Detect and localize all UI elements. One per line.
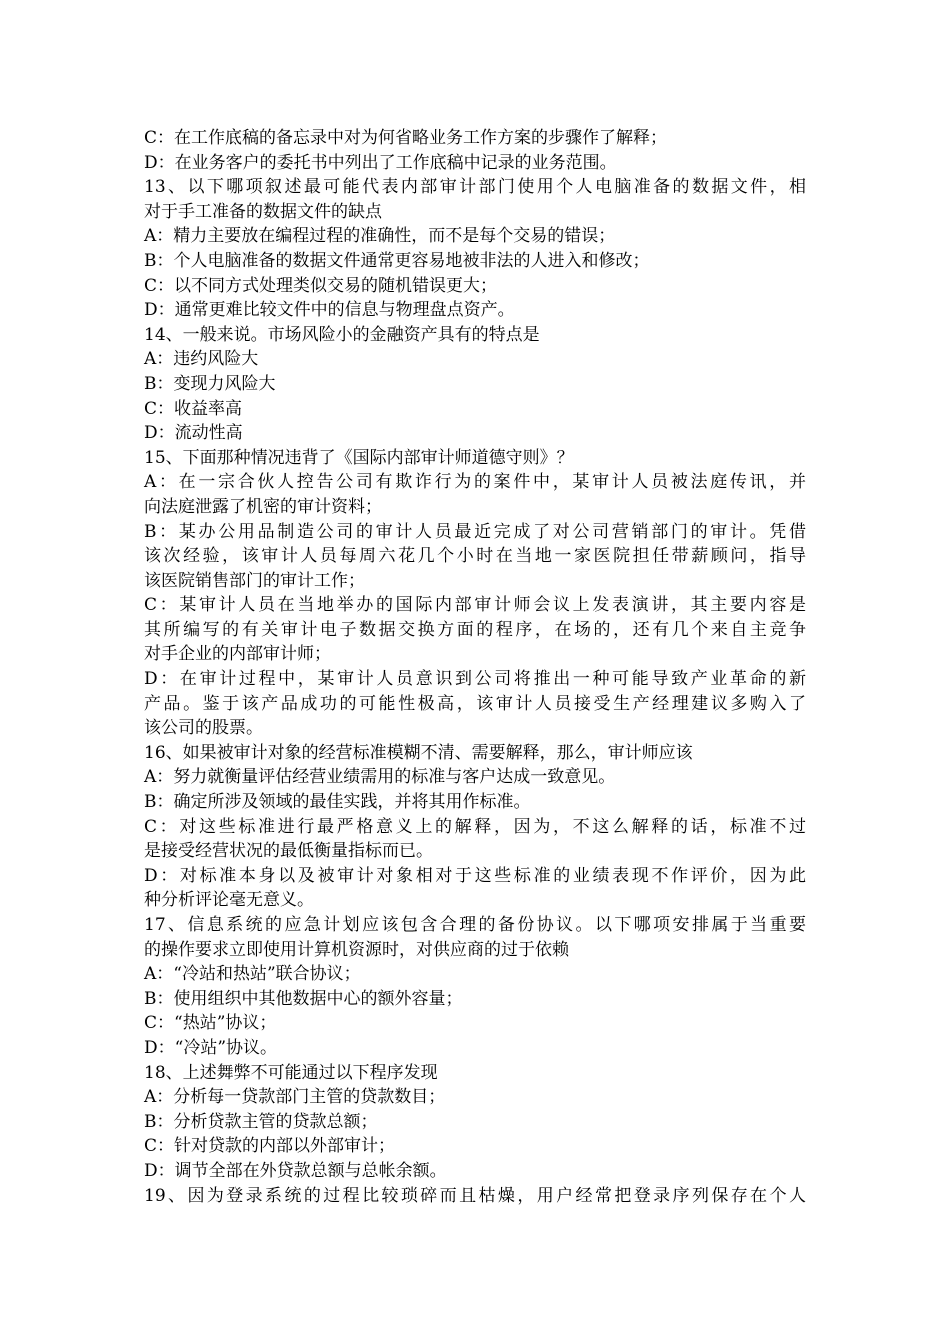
text-line: B：确定所涉及领域的最佳实践，并将其用作标准。 — [144, 792, 531, 813]
text-line: D：对标准本身以及被审计对象相对于这些标准的业绩表现不作评价，因为此 — [144, 865, 806, 886]
text-line: 其所编写的有关审计电子数据交换方面的程序，在场的，还有几个来自主竞争 — [144, 619, 806, 640]
text-line: B：某办公用品制造公司的审计人员最近完成了对公司营销部门的审计。凭借 — [144, 521, 806, 542]
text-line: D：调节全部在外贷款总额与总帐余额。 — [144, 1160, 447, 1181]
text-line: A：努力就衡量评估经营业绩需用的标准与客户达成一致意见。 — [144, 767, 616, 788]
text-line: 该医院销售部门的审计工作； — [144, 570, 365, 591]
text-line: D：在业务客户的委托书中列出了工作底稿中记录的业务范围。 — [144, 152, 617, 173]
text-line: 对于手工准备的数据文件的缺点 — [144, 201, 382, 222]
text-line: 该次经验，该审计人员每周六花几个小时在当地一家医院担任带薪顾问，指导 — [144, 546, 806, 567]
text-line: C：某审计人员在当地举办的国际内部审计师会议上发表演讲，其主要内容是 — [144, 595, 806, 616]
text-line: A：“冷站和热站”联合协议； — [144, 964, 361, 985]
text-line: 是接受经营状况的最低衡量指标而已。 — [144, 841, 433, 862]
document-page — [144, 126, 806, 1208]
text-line: 该公司的股票。 — [144, 718, 263, 739]
text-line: A：违约风险大 — [144, 349, 259, 370]
text-line: D：通常更难比较文件中的信息与物理盘点资产。 — [144, 300, 515, 321]
text-line: C：针对贷款的内部以外部审计； — [144, 1136, 396, 1157]
text-line: A：分析每一贷款部门主管的贷款数目； — [144, 1087, 446, 1108]
text-line: A：精力主要放在编程过程的准确性，而不是每个交易的错误； — [144, 226, 616, 247]
text-line: 15、下面那种情况违背了《国际内部审计师道德守则》？ — [144, 447, 574, 468]
text-line: D：在审计过程中，某审计人员意识到公司将推出一种可能导致产业革命的新 — [144, 669, 806, 690]
text-line: D：流动性高 — [144, 423, 243, 444]
text-line: 对手企业的内部审计师； — [144, 644, 331, 665]
text-line: 的操作要求立即使用计算机资源时，对供应商的过于依赖 — [144, 939, 569, 960]
text-line: B：变现力风险大 — [144, 373, 276, 394]
text-line: 向法庭泄露了机密的审计资料； — [144, 496, 382, 517]
text-line: 19、因为登录系统的过程比较琐碎而且枯燥，用户经常把登录序列保存在个人 — [144, 1185, 806, 1206]
text-line: 17、信息系统的应急计划应该包含合理的备份协议。以下哪项安排属于当重要 — [144, 915, 806, 935]
text-line: 产品。鉴于该产品成功的可能性极高，该审计人员接受生产经理建议多购入了 — [144, 693, 806, 714]
text-line: D：“冷站”协议。 — [144, 1037, 278, 1058]
text-line: 13、以下哪项叙述最可能代表内部审计部门使用个人电脑准备的数据文件，相 — [144, 177, 806, 198]
text-line: C：对这些标准进行最严格意义上的解释，因为，不这么解释的话，标准不过 — [144, 816, 806, 837]
text-line: 种分析评论毫无意义。 — [144, 890, 314, 911]
text-line: A：在一宗合伙人控告公司有欺诈行为的案件中，某审计人员被法庭传讯，并 — [144, 472, 806, 493]
text-line: B：个人电脑准备的数据文件通常更容易地被非法的人进入和修改； — [144, 250, 650, 271]
text-line: C：收益率高 — [144, 398, 243, 419]
text-line: 14、一般来说。市场风险小的金融资产具有的特点是 — [144, 324, 540, 345]
text-line: 18、上述舞弊不可能通过以下程序发现 — [144, 1062, 438, 1083]
text-line: C：在工作底稿的备忘录中对为何省略业务工作方案的步骤作了解释； — [144, 128, 668, 148]
text-line: 16、如果被审计对象的经营标准模糊不清、需要解释，那么，审计师应该 — [144, 742, 693, 763]
text-line: C：“热站”协议； — [144, 1013, 277, 1034]
text-line: B：分析贷款主管的贷款总额； — [144, 1111, 378, 1132]
text-line: C：以不同方式处理类似交易的随机错误更大； — [144, 275, 498, 296]
text-line: B：使用组织中其他数据中心的额外容量； — [144, 988, 463, 1009]
